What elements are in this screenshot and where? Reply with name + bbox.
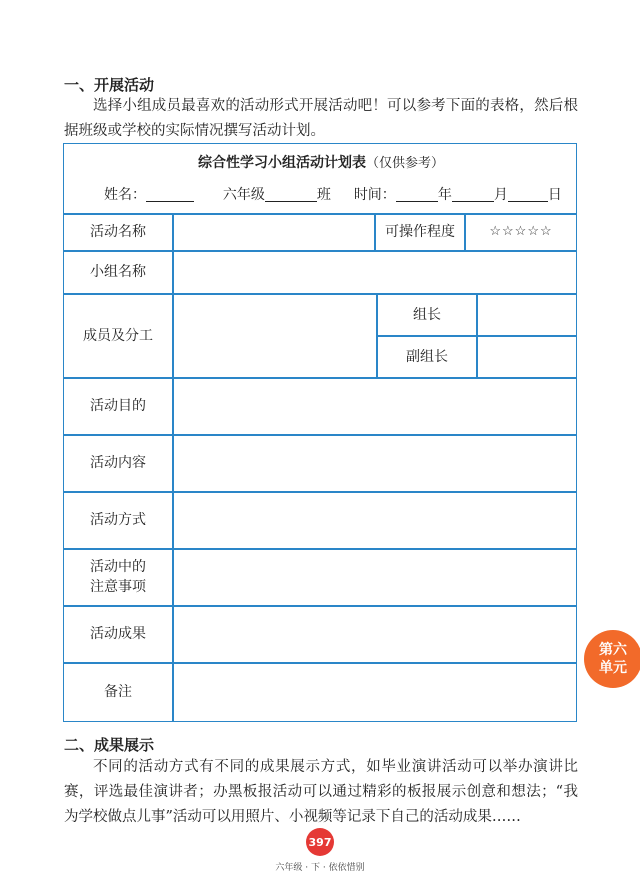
notes-label-line1: 活动中的 bbox=[90, 559, 146, 575]
result-field[interactable] bbox=[174, 606, 576, 662]
unit-six-tab[interactable] bbox=[584, 630, 640, 688]
class-label: 班 bbox=[316, 187, 331, 203]
unit-tab-line2: 单元 bbox=[599, 660, 627, 676]
content-label: 活动内容 bbox=[90, 455, 146, 471]
time-label: 时间： bbox=[353, 187, 396, 203]
day-blank[interactable] bbox=[508, 187, 548, 202]
page-footer: 六年级 · 下 · 依依惜别 bbox=[275, 863, 365, 873]
form-title-text: 综合性学习小组活动计划表 bbox=[197, 155, 366, 171]
purpose-field[interactable] bbox=[174, 378, 576, 434]
operability-label: 可操作程度 bbox=[385, 224, 455, 240]
star-rating[interactable]: ☆☆☆☆☆ bbox=[489, 224, 553, 239]
activity-name-field[interactable] bbox=[174, 214, 374, 250]
vice-leader-label: 副组长 bbox=[406, 348, 448, 365]
section-title-2: 二、成果展示 bbox=[64, 736, 155, 754]
results-paragraph: 不同的活动方式有不同的成果展示方式，如毕业演讲活动可以举办演讲比赛，评选最佳演讲者；办黑板报活动可以通过精彩的板报展示创意和想法；“我为学校做点儿事”活动可以用照片、小视频等记录下自己的活动成果…… bbox=[64, 759, 578, 825]
result-label: 活动成果 bbox=[90, 626, 146, 642]
month-label: 月 bbox=[493, 187, 508, 203]
year-blank[interactable] bbox=[396, 187, 438, 202]
method-field[interactable] bbox=[174, 492, 576, 548]
leader-label: 组长 bbox=[413, 306, 441, 323]
form-title bbox=[64, 152, 578, 172]
unit-tab-line1: 第六 bbox=[599, 642, 627, 658]
intro-paragraph: 选择小组成员最喜欢的活动形式开展活动吧！可以参考下面的表格，然后根据班级或学校的实际情况撰写活动计划。 bbox=[64, 98, 578, 139]
month-blank[interactable] bbox=[452, 187, 494, 202]
members-field[interactable] bbox=[174, 294, 376, 377]
form-title-note: （仅供参考） bbox=[365, 156, 444, 171]
members-label: 成员及分工 bbox=[83, 327, 153, 344]
name-blank[interactable] bbox=[146, 187, 194, 202]
form-info-row bbox=[104, 184, 562, 204]
leader-field[interactable] bbox=[478, 294, 576, 335]
class-blank[interactable] bbox=[265, 187, 317, 202]
grade-label: 六年级 bbox=[222, 187, 265, 203]
content-field[interactable] bbox=[174, 435, 576, 491]
page-number-badge: 397 bbox=[306, 828, 334, 856]
activity-name-label: 活动名称 bbox=[90, 224, 146, 240]
notes-field[interactable] bbox=[174, 549, 576, 605]
notes-label-line2: 注意事项 bbox=[90, 579, 146, 595]
remarks-field[interactable] bbox=[174, 663, 576, 721]
group-name-field[interactable] bbox=[174, 251, 576, 293]
purpose-label: 活动目的 bbox=[90, 398, 146, 414]
year-label: 年 bbox=[437, 187, 452, 203]
notes-label bbox=[64, 549, 172, 605]
section-title-1: 一、开展活动 bbox=[64, 76, 155, 94]
remarks-label: 备注 bbox=[104, 684, 132, 700]
group-name-label: 小组名称 bbox=[90, 264, 146, 280]
vice-leader-field[interactable] bbox=[478, 336, 576, 377]
method-label: 活动方式 bbox=[90, 512, 146, 528]
name-label: 姓名： bbox=[104, 187, 146, 203]
day-label: 日 bbox=[547, 187, 562, 203]
